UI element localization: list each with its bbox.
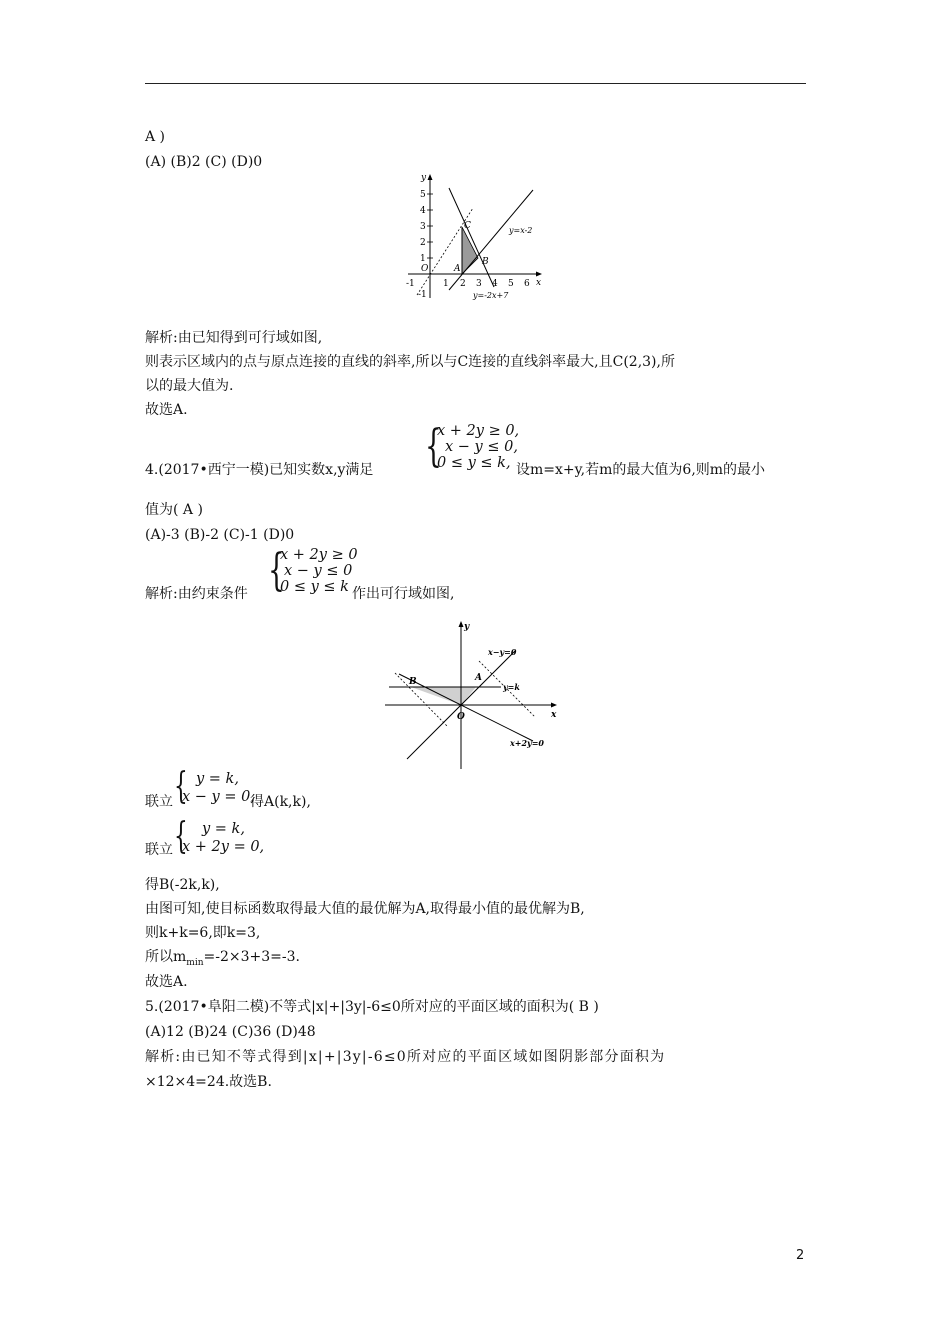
system-4-row-1: y = k, (202, 821, 245, 837)
system-1-row-3: 0 ≤ y ≤ k, (437, 455, 511, 471)
fig1-xtick-4: 4 (492, 279, 498, 289)
fig1-line2-label: y=-2x+7 (473, 291, 509, 300)
system-2-brace: { (268, 545, 285, 596)
system-1-brace: { (425, 421, 442, 472)
fig1-ytick-1: 1 (420, 254, 426, 264)
fig1-ytick-3: 3 (420, 222, 426, 232)
min-subscript: min (186, 957, 204, 968)
analysis-q5-2: ×12×4=24.故选B. (145, 1074, 272, 1090)
fig1-xtick-1: 1 (443, 279, 449, 289)
fig1-neg-x: -1 (406, 279, 415, 289)
analysis-q5-1: 解析:由已知不等式得到|x|+|3y|-6≤0所对应的平面区域如图阴影部分面积为 (145, 1049, 666, 1065)
options-q5: (A)12 (B)24 (C)36 (D)48 (145, 1024, 316, 1040)
page-number: 2 (796, 1248, 805, 1263)
fig1-x-label: x (536, 278, 542, 288)
question-4-end: 设m=x+y,若m的最大值为6,则m的最小 (516, 462, 766, 478)
analysis-q4-optimal: 由图可知,使目标函数取得最大值的最优解为A,取得最小值的最优解为B, (145, 901, 585, 917)
fig1-y-label: y (421, 173, 427, 183)
fig1-ytick-4: 4 (420, 206, 426, 216)
fig1-ytick-2: 2 (420, 238, 426, 248)
options-q4: (A)-3 (B)-2 (C)-1 (D)0 (145, 527, 295, 543)
fig1-xtick-3: 3 (476, 279, 482, 289)
question-4-cont: 值为( A ) (145, 502, 203, 518)
analysis-q4-start: 解析:由约束条件 (145, 586, 248, 602)
analysis-q4-k: 则k+k=6,即k=3, (145, 925, 261, 941)
analysis-q4-answer: 故选A. (145, 974, 188, 990)
min-value: =-2×3+3=-3. (203, 949, 300, 965)
system-1-row-1: x + 2y ≥ 0, (437, 423, 520, 439)
question-4-start: 4.(2017•西宁一模)已知实数x,y满足 (145, 462, 374, 478)
analysis-q3-1: 解析:由已知得到可行域如图, (145, 330, 323, 346)
answer-line: A ) (145, 129, 166, 145)
system-2-row-3: 0 ≤ y ≤ k (280, 579, 349, 595)
fig2-point-b: B (409, 677, 417, 687)
system-4-row-2: x + 2y = 0, (182, 839, 265, 855)
fig1-point-a: A (454, 264, 461, 274)
fig1-point-b: B (482, 257, 489, 267)
system-4-brace: { (174, 816, 188, 857)
fig2-line3-label: x+2y=0 (510, 738, 544, 748)
result-b: 得B(-2k,k), (145, 877, 220, 893)
header-rule (145, 83, 806, 84)
fig2-origin: O (457, 712, 465, 722)
combine-1-result: 得A(k,k), (250, 794, 311, 810)
fig2-line1-label: x−y=0 (488, 647, 517, 657)
question-5: 5.(2017•阜阳二模)不等式|x|+|3y|-6≤0所对应的平面区域的面积为( B ) (145, 999, 599, 1015)
system-3-row-2: x − y = 0, (182, 789, 255, 805)
system-3-row-1: y = k, (196, 771, 239, 787)
combine-1-label: 联立 (145, 794, 173, 810)
fig2-point-a: A (475, 673, 482, 683)
fig2-line2-label: y=k (503, 682, 520, 692)
analysis-q3-3: 以的最大值为. (145, 378, 234, 394)
options-q3: (A) (B)2 (C) (D)0 (145, 154, 263, 170)
analysis-q3-4: 故选A. (145, 402, 188, 418)
analysis-q3-2: 则表示区域内的点与原点连接的直线的斜率,所以与C连接的直线斜率最大,且C(2,3),所 (145, 354, 675, 370)
fig1-line1-label: y=x-2 (509, 226, 533, 235)
fig1-origin: O (421, 264, 429, 274)
analysis-q4-end: 作出可行域如图, (352, 586, 455, 602)
fig1-neg-y: -1 (418, 290, 427, 300)
combine-2-label: 联立 (145, 842, 173, 858)
fig1-xtick-6: 6 (524, 279, 530, 289)
fig1-xtick-5: 5 (508, 279, 514, 289)
fig1-point-c: C (464, 221, 471, 231)
figure-2-graph (385, 615, 565, 775)
fig2-x-label: x (551, 710, 557, 720)
analysis-q4-min (145, 948, 300, 972)
figure-1-graph (400, 170, 550, 306)
system-2-row-2: x − y ≤ 0 (284, 563, 353, 579)
fig2-y-label: y (464, 622, 470, 632)
fig1-ytick-5: 5 (420, 190, 426, 200)
system-3-brace: { (174, 766, 188, 807)
system-1-row-2: x − y ≤ 0, (445, 439, 518, 455)
system-2-row-1: x + 2y ≥ 0 (280, 547, 358, 563)
fig1-xtick-2: 2 (460, 279, 466, 289)
min-prefix: 所以m (145, 949, 187, 965)
